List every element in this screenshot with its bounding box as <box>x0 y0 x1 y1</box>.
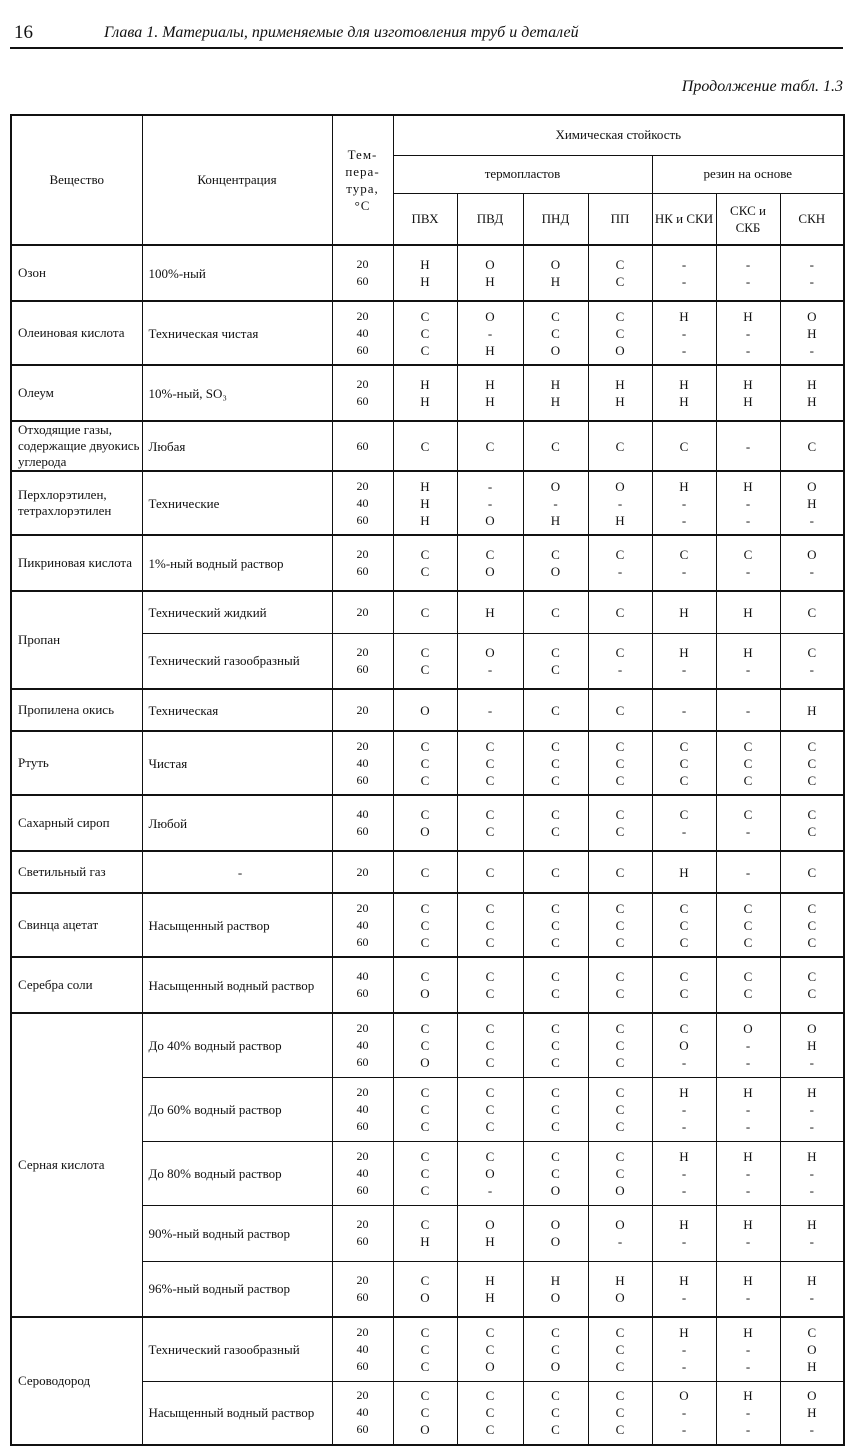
resistance-value-cell: С С О <box>523 1317 588 1381</box>
resistance-value-cell: С <box>588 851 652 893</box>
table-row <box>11 893 844 957</box>
header-chemical-resistance: Химическая стойкость <box>393 115 844 155</box>
resistance-value-cell: С С С <box>652 731 716 795</box>
resistance-value-cell: С О - <box>457 1141 523 1205</box>
resistance-value-cell: С <box>393 851 457 893</box>
resistance-value-cell: Н Н Н <box>393 471 457 535</box>
resistance-value-cell: Н - - <box>716 471 780 535</box>
temperature-cell: 20 <box>332 851 393 893</box>
resistance-value-cell: Н Н <box>780 365 844 421</box>
resistance-value-cell: Н - <box>716 1205 780 1261</box>
resistance-value-cell: Н Н <box>523 365 588 421</box>
resistance-value-cell: С С <box>457 795 523 851</box>
concentration-cell: Насыщенный раствор <box>142 893 332 957</box>
resistance-value-cell: С - <box>652 795 716 851</box>
temperature-cell: 20 40 60 <box>332 1013 393 1077</box>
resistance-value-cell: С <box>457 851 523 893</box>
resistance-value-cell: Н - - <box>716 1141 780 1205</box>
resistance-value-cell: С <box>393 421 457 471</box>
resistance-value-cell: С С С <box>523 731 588 795</box>
concentration-cell: Техническая <box>142 689 332 731</box>
substance-cell: Отходящие газы, содержащие двуокись углерода <box>11 421 142 471</box>
substance-cell: Ртуть <box>11 731 142 795</box>
temperature-cell: 60 <box>332 421 393 471</box>
substance-cell: Свинца ацетат <box>11 893 142 957</box>
table-row <box>11 689 844 731</box>
resistance-value-cell: С С О <box>523 301 588 365</box>
temperature-cell: 20 60 <box>332 535 393 591</box>
resistance-value-cell: С <box>652 421 716 471</box>
concentration-cell: 10%-ный, SO₃ <box>142 365 332 421</box>
resistance-value-cell: С С С <box>523 893 588 957</box>
concentration-cell: Любая <box>142 421 332 471</box>
resistance-value-cell: С С С <box>588 1013 652 1077</box>
resistance-value-cell: О <box>393 689 457 731</box>
resistance-value-cell: С С <box>780 957 844 1013</box>
resistance-value-cell: - <box>457 689 523 731</box>
substance-cell: Пропан <box>11 591 142 689</box>
table-row <box>11 245 844 301</box>
resistance-value-cell: С С О <box>588 1141 652 1205</box>
temperature-cell: 20 60 <box>332 365 393 421</box>
resistance-value-cell: С С С <box>457 1013 523 1077</box>
resistance-value-cell: С О - <box>652 1013 716 1077</box>
resistance-value-cell: С С С <box>393 1077 457 1141</box>
chemical-resistance-table <box>10 114 845 1446</box>
table-row <box>11 1013 844 1077</box>
concentration-cell: Насыщенный водный раствор <box>142 957 332 1013</box>
resistance-value-cell: С С <box>716 957 780 1013</box>
resistance-value-cell: Н О <box>588 1261 652 1317</box>
concentration-cell: Техническая чистая <box>142 301 332 365</box>
header-rubbers: резин на основе <box>652 155 844 193</box>
resistance-value-cell: - - О <box>457 471 523 535</box>
temperature-cell: 20 40 60 <box>332 471 393 535</box>
header-concentration: Концентрация <box>142 115 332 245</box>
resistance-value-cell: С <box>523 851 588 893</box>
resistance-value-cell: Н <box>652 591 716 633</box>
resistance-value-cell: С <box>588 689 652 731</box>
header-column: ПВХ <box>393 193 457 245</box>
resistance-value-cell: С С С <box>780 731 844 795</box>
resistance-value-cell: Н - <box>780 1261 844 1317</box>
resistance-value-cell: С С <box>652 957 716 1013</box>
resistance-value-cell: С С <box>457 957 523 1013</box>
resistance-value-cell: С С <box>588 795 652 851</box>
resistance-value-cell: Н Н <box>457 1261 523 1317</box>
resistance-value-cell: Н - <box>652 1205 716 1261</box>
temperature-cell: 20 40 60 <box>332 1317 393 1381</box>
resistance-value-cell: С С С <box>523 1077 588 1141</box>
table-row <box>11 1317 844 1381</box>
concentration-cell: - <box>142 851 332 893</box>
resistance-value-cell: С <box>523 421 588 471</box>
resistance-value-cell: Н Н <box>716 365 780 421</box>
resistance-value-cell: Н - - <box>780 1077 844 1141</box>
substance-cell: Светильный газ <box>11 851 142 893</box>
resistance-value-cell: С С <box>588 957 652 1013</box>
resistance-value-cell: С С С <box>457 731 523 795</box>
temperature-cell: 20 60 <box>332 633 393 689</box>
concentration-cell: Технические <box>142 471 332 535</box>
resistance-value-cell: С О <box>457 535 523 591</box>
resistance-value-cell: О Н - <box>780 301 844 365</box>
resistance-value-cell: Н <box>716 591 780 633</box>
substance-cell: Пропилена окись <box>11 689 142 731</box>
header-column: НК и СКИ <box>652 193 716 245</box>
table-row <box>11 365 844 421</box>
page-header <box>12 22 845 46</box>
resistance-value-cell: - - <box>652 245 716 301</box>
table-continuation-label: Продолжение табл. 1.3 <box>681 78 843 95</box>
resistance-value-cell: - <box>652 689 716 731</box>
substance-cell: Серная кислота <box>11 1013 142 1317</box>
resistance-value-cell: С С С <box>393 301 457 365</box>
resistance-value-cell: Н - <box>652 1261 716 1317</box>
temperature-cell: 20 40 60 <box>332 731 393 795</box>
resistance-value-cell: Н О <box>523 1261 588 1317</box>
resistance-value-cell: Н - <box>780 1205 844 1261</box>
table-row <box>11 535 844 591</box>
header-column: ПНД <box>523 193 588 245</box>
resistance-value-cell: С О <box>393 795 457 851</box>
resistance-value-cell: О - - <box>716 1013 780 1077</box>
temperature-cell: 20 40 60 <box>332 1381 393 1445</box>
table-row <box>11 957 844 1013</box>
resistance-value-cell: С С С <box>588 1077 652 1141</box>
resistance-value-cell: С <box>588 421 652 471</box>
resistance-value-cell: Н - - <box>716 1381 780 1445</box>
substance-cell: Сахарный сироп <box>11 795 142 851</box>
header-column: ПВД <box>457 193 523 245</box>
temperature-cell: 20 60 <box>332 1205 393 1261</box>
resistance-value-cell: С С С <box>523 1381 588 1445</box>
resistance-value-cell: Н <box>652 851 716 893</box>
table-row <box>11 301 844 365</box>
substance-cell: Серебра соли <box>11 957 142 1013</box>
resistance-value-cell: Н - - <box>716 1077 780 1141</box>
resistance-value-cell: С С С <box>393 1141 457 1205</box>
resistance-value-cell: С - <box>588 633 652 689</box>
resistance-value-cell: С С <box>393 535 457 591</box>
page-number: 16 <box>14 22 33 43</box>
substance-cell: Олеум <box>11 365 142 421</box>
resistance-value-cell: О - Н <box>457 301 523 365</box>
concentration-cell: До 80% водный раствор <box>142 1141 332 1205</box>
resistance-value-cell: О - <box>588 1205 652 1261</box>
resistance-value-cell: С С С <box>716 893 780 957</box>
resistance-value-cell: Н Н <box>393 365 457 421</box>
resistance-value-cell: С - <box>780 633 844 689</box>
table-row <box>11 421 844 471</box>
table-row <box>11 731 844 795</box>
concentration-cell: Любой <box>142 795 332 851</box>
resistance-value-cell: С <box>588 591 652 633</box>
header-thermoplastics: термопластов <box>393 155 652 193</box>
concentration-cell: До 60% водный раствор <box>142 1077 332 1141</box>
resistance-value-cell: - - <box>780 245 844 301</box>
resistance-value-cell: С С С <box>457 1077 523 1141</box>
resistance-value-cell: С О <box>393 957 457 1013</box>
resistance-value-cell: С - <box>716 795 780 851</box>
resistance-value-cell: С С С <box>457 893 523 957</box>
resistance-value-cell: Н - - <box>652 1077 716 1141</box>
resistance-value-cell: О Н - <box>780 1381 844 1445</box>
resistance-value-cell: С С С <box>588 1317 652 1381</box>
resistance-value-cell: С С С <box>588 1381 652 1445</box>
resistance-value-cell: О Н <box>457 245 523 301</box>
concentration-cell: Технический газообразный <box>142 1317 332 1381</box>
resistance-value-cell: С С О <box>393 1013 457 1077</box>
resistance-value-cell: Н - - <box>780 1141 844 1205</box>
resistance-value-cell: Н - - <box>652 1317 716 1381</box>
resistance-value-cell: Н - - <box>716 1317 780 1381</box>
resistance-value-cell: С О <box>393 1261 457 1317</box>
resistance-value-cell: С С О <box>523 1141 588 1205</box>
resistance-value-cell: Н - <box>652 633 716 689</box>
concentration-cell: 1%-ный водный раствор <box>142 535 332 591</box>
substance-cell: Олеиновая кислота <box>11 301 142 365</box>
resistance-value-cell: Н Н <box>457 365 523 421</box>
substance-cell: Сероводород <box>11 1317 142 1445</box>
resistance-value-cell: С С <box>588 245 652 301</box>
resistance-value-cell: Н <box>457 591 523 633</box>
resistance-value-cell: С С С <box>588 893 652 957</box>
resistance-value-cell: С С С <box>716 731 780 795</box>
resistance-value-cell: С С С <box>523 1013 588 1077</box>
resistance-value-cell: О - <box>780 535 844 591</box>
concentration-cell: 100%-ный <box>142 245 332 301</box>
resistance-value-cell: С - <box>652 535 716 591</box>
resistance-value-cell: С <box>523 689 588 731</box>
resistance-value-cell: О Н - <box>780 1013 844 1077</box>
resistance-value-cell: О - - <box>652 1381 716 1445</box>
header-substance: Вещество <box>11 115 142 245</box>
resistance-value-cell: С <box>780 591 844 633</box>
resistance-value-cell: С <box>393 591 457 633</box>
temperature-cell: 20 <box>332 591 393 633</box>
temperature-cell: 40 60 <box>332 795 393 851</box>
resistance-value-cell: С С С <box>393 731 457 795</box>
resistance-value-cell: С - <box>588 535 652 591</box>
resistance-value-cell: О Н <box>523 245 588 301</box>
concentration-cell: Технический жидкий <box>142 591 332 633</box>
resistance-value-cell: Н - <box>716 633 780 689</box>
resistance-value-cell: С С С <box>780 893 844 957</box>
resistance-value-cell: Н - - <box>716 301 780 365</box>
resistance-value-cell: С С С <box>457 1381 523 1445</box>
temperature-cell: 20 60 <box>332 1261 393 1317</box>
resistance-value-cell: С <box>523 591 588 633</box>
concentration-cell: 90%-ный водный раствор <box>142 1205 332 1261</box>
resistance-value-cell: С С С <box>652 893 716 957</box>
resistance-value-cell: О - <box>457 633 523 689</box>
resistance-value-cell: С С С <box>393 1317 457 1381</box>
resistance-value-cell: Н - - <box>652 1141 716 1205</box>
resistance-value-cell: Н - - <box>652 471 716 535</box>
resistance-value-cell: С <box>780 421 844 471</box>
temperature-cell: 20 <box>332 689 393 731</box>
resistance-value-cell: О Н <box>457 1205 523 1261</box>
header-column: СКН <box>780 193 844 245</box>
temperature-cell: 20 40 60 <box>332 1141 393 1205</box>
resistance-value-cell: О - Н <box>588 471 652 535</box>
temperature-cell: 40 60 <box>332 957 393 1013</box>
table-row <box>11 851 844 893</box>
resistance-value-cell: С С О <box>588 301 652 365</box>
resistance-value-cell: Н Н <box>588 365 652 421</box>
resistance-value-cell: С С О <box>393 1381 457 1445</box>
header-column: СКС и СКБ <box>716 193 780 245</box>
resistance-value-cell: С <box>780 851 844 893</box>
temperature-cell: 20 60 <box>332 245 393 301</box>
resistance-value-cell: С С С <box>393 893 457 957</box>
table-row <box>11 795 844 851</box>
concentration-cell: Чистая <box>142 731 332 795</box>
resistance-value-cell: С С <box>393 633 457 689</box>
substance-cell: Перхлорэтилен, тетрахлорэтилен <box>11 471 142 535</box>
resistance-value-cell: Н Н <box>393 245 457 301</box>
resistance-value-cell: С Н <box>393 1205 457 1261</box>
resistance-value-cell: О - Н <box>523 471 588 535</box>
resistance-value-cell: - - <box>716 245 780 301</box>
resistance-value-cell: - <box>716 851 780 893</box>
resistance-value-cell: С С <box>780 795 844 851</box>
header-rule <box>10 47 843 49</box>
resistance-value-cell: Н <box>780 689 844 731</box>
resistance-value-cell: С С О <box>457 1317 523 1381</box>
header-temperature: Тем- пера- тура, °С <box>332 115 393 245</box>
resistance-value-cell: Н - <box>716 1261 780 1317</box>
resistance-value-cell: О О <box>523 1205 588 1261</box>
resistance-value-cell: С С <box>523 957 588 1013</box>
concentration-cell: До 40% водный раствор <box>142 1013 332 1077</box>
resistance-value-cell: С С С <box>588 731 652 795</box>
resistance-value-cell: Н - - <box>652 301 716 365</box>
table-row <box>11 471 844 535</box>
concentration-cell: Технический газообразный <box>142 633 332 689</box>
temperature-cell: 20 40 60 <box>332 1077 393 1141</box>
resistance-value-cell: С - <box>716 535 780 591</box>
temperature-cell: 20 40 60 <box>332 893 393 957</box>
temperature-cell: 20 40 60 <box>332 301 393 365</box>
concentration-cell: 96%-ный водный раствор <box>142 1261 332 1317</box>
substance-cell: Пикриновая кислота <box>11 535 142 591</box>
resistance-value-cell: С О <box>523 535 588 591</box>
resistance-value-cell: О Н - <box>780 471 844 535</box>
resistance-value-cell: С О Н <box>780 1317 844 1381</box>
chapter-title: Глава 1. Материалы, применяемые для изготовления труб и деталей <box>104 24 579 41</box>
resistance-value-cell: С С <box>523 633 588 689</box>
table-row <box>11 591 844 633</box>
resistance-value-cell: - <box>716 689 780 731</box>
resistance-value-cell: Н Н <box>652 365 716 421</box>
resistance-value-cell: С С <box>523 795 588 851</box>
resistance-value-cell: - <box>716 421 780 471</box>
concentration-cell: Насыщенный водный раствор <box>142 1381 332 1445</box>
resistance-value-cell: С <box>457 421 523 471</box>
header-column: ПП <box>588 193 652 245</box>
substance-cell: Озон <box>11 245 142 301</box>
